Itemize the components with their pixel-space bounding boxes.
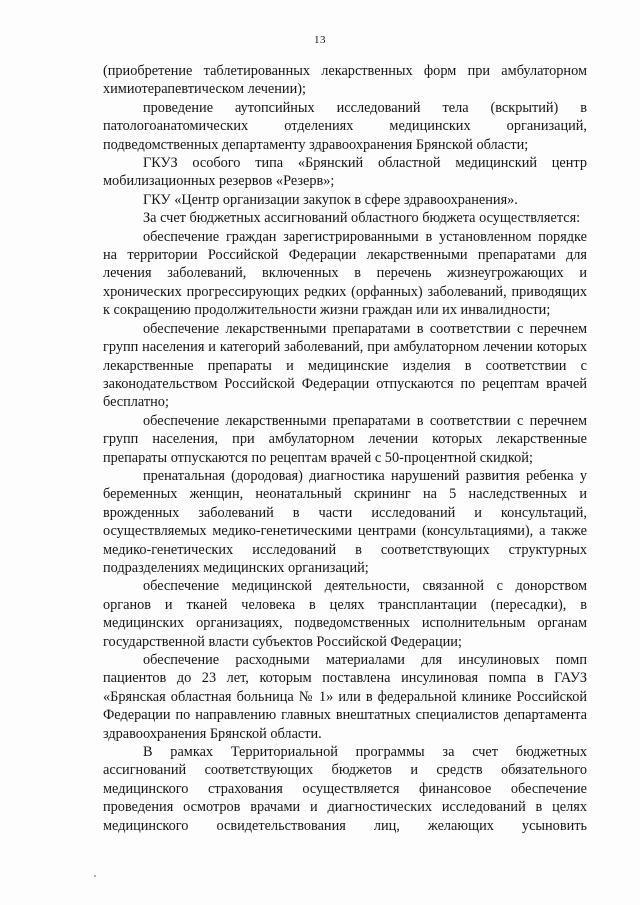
paragraph-4: ГКУ «Центр организации закупок в сфере здравоохранения». bbox=[143, 191, 518, 208]
paragraph-8: обеспечение лекарственными препаратами в соответствии с перечнем групп населения, при амбулаторном лечении которых лекарственные препараты отпускаются по рецептам врачей с 50-процентной скидкой; bbox=[103, 412, 587, 466]
paragraph-5: За счет бюджетных ассигнований областного бюджета осуществляется: bbox=[143, 210, 581, 227]
page-number: 13 bbox=[314, 34, 326, 46]
paragraph-7: обеспечение лекарственными препаратами в соответствии с перечнем групп населения и категорий заболеваний, при амбулаторном лечении которых лекарственные препараты и медицинские изделия в соответствии с законодательством Российской Федерации отпускаются по рецептам врачей бесплатно; bbox=[103, 320, 587, 411]
paragraph-9: пренатальная (дородовая) диагностика нарушений развития ребенка у беременных женщин, неонатальный скрининг на 5 наследственных и врожденных заболеваний в части исследований и консультаций, осуществляемых медико-генетическими центрами (консультациями), а также медико-генетических исследований в соответствующих структурных подразделениях медицинских организаций; bbox=[103, 467, 587, 576]
scan-speck bbox=[94, 875, 96, 877]
paragraph-3: ГКУЗ особого типа «Брянский областной медицинский центр мобилизационных резервов «Резерв»; bbox=[103, 155, 587, 190]
paragraph-12: В рамках Территориальной программы за счет бюджетных ассигнований соответствующих бюджетов и средств обязательного медицинского страхования осуществляется финансовое обеспечение проведения осмотров врачами и диагностических исследований в целях медицинского освидетельствования лиц, желающих усыновить bbox=[103, 744, 587, 834]
paragraph-2: проведение аутопсийных исследований тела (вскрытий) в патологоанатомических отделениях медицинских организаций, подведомственных департаменту здравоохранения Брянской области; bbox=[103, 99, 587, 153]
paragraph-6: обеспечение граждан зарегистрированными в установленном порядке на территории Российской Федерации лекарственными препаратами для лечения заболеваний, включенных в перечень жизнеугрожающих и хронических прогрессирующих редких (орфанных) заболеваний, приводящих к сокращению продолжительности жизни граждан или их инвалидности; bbox=[103, 228, 587, 319]
paragraph-11: обеспечение расходными материалами для инсулиновых помп пациентов до 23 лет, которым поставлена инсулиновая помпа в ГАУЗ «Брянская областная больница № 1» или в федеральной клинике Российской Федерации по направлению главных внештатных специалистов департамента здравоохранения Брянской области. bbox=[103, 652, 587, 742]
paragraph-1: (приобретение таблетированных лекарственных форм при амбулаторном химиотерапевтическом лечении); bbox=[103, 63, 587, 98]
document-body bbox=[103, 62, 587, 835]
paragraph-10: обеспечение медицинской деятельности, связанной с донорством органов и тканей человека в целях трансплантации (пересадки), в медицинских организациях, подведомственных исполнительным органам государственной власти субъектов Российской Федерации; bbox=[103, 578, 587, 650]
